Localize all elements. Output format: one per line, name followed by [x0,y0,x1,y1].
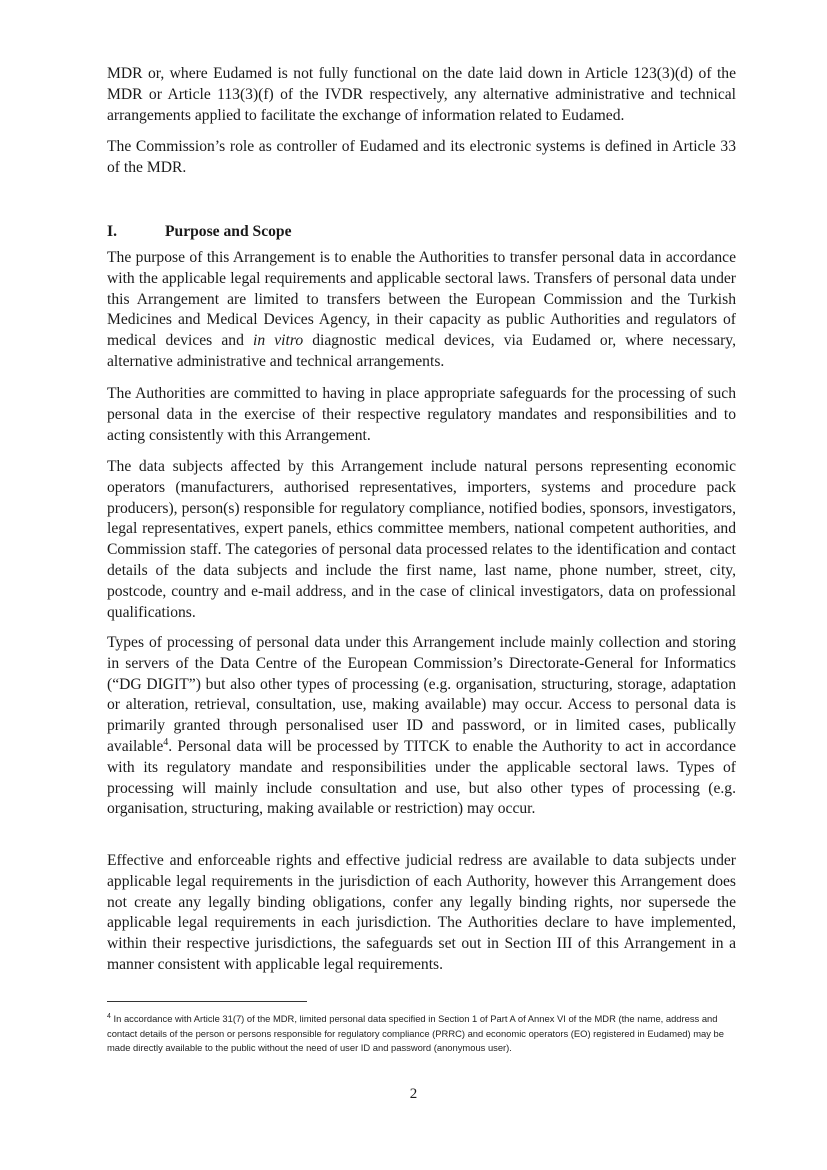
data-subjects-paragraph [107,457,736,623]
section-number: I. [107,223,117,240]
purpose-paragraph [107,248,736,373]
footnote-mark: 4 [107,1013,111,1020]
purpose-paragraph-text-end: diagnostic medical devices, via Eudamed or, where necessary, alternative administrative and technical arrangements. [107,332,736,370]
footnote-divider [107,1001,307,1002]
safeguards-paragraph-text: The Authorities are committed to having in place appropriate safeguards for the processing of such personal data in the exercise of their respective regulatory mandates and responsibilities and to acting consistently with this Arrangement. [107,385,736,444]
intro-paragraph-2-text: The Commission’s role as controller of Eudamed and its electronic systems is defined in Article 33 of the MDR. [107,138,736,176]
page-number: 2 [409,1086,418,1102]
processing-types-paragraph-text-start: Types of processing of personal data under this Arrangement include mainly collection and storing in servers of the Data Centre of the European Commission’s Directorate-General for Informatics (“DG DIGIT”) but also other types of processing (e.g. organisation, structuring, storage, adaptation or alteration, retrieval, consultation, use, making available) may occur. Access to personal data is primarily granted through personalised user ID and password, or in limited cases, publically available [107,634,736,755]
purpose-paragraph-italic: in vitro [253,332,304,350]
intro-paragraph-1 [107,64,736,126]
data-subjects-paragraph-text: The data subjects affected by this Arrangement include natural persons representing economic operators (manufacturers, authorised representatives, importers, systems and procedure pack producers), person(s) responsible for regulatory compliance, notified bodies, sponsors, investigators, legal representatives, expert panels, ethics committee members, national competent authorities, and Commission staff. The categories of personal data processed relates to the identification and contact details of the data subjects and include the first name, last name, phone number, street, city, postcode, country and e-mail address, and in the case of clinical investigators, data on professional qualifications. [107,458,736,621]
section-title: Purpose and Scope [165,223,292,240]
footnote [107,1010,736,1055]
rights-paragraph-text: Effective and enforceable rights and effective judicial redress are available to data subjects under applicable legal requirements in the jurisdiction of each Authority, however this Arrangement does not create any legally binding obligations, confer any legally binding rights, nor supersede the applicable legal requirements in each jurisdiction. The Authorities declare to have implemented, within their respective jurisdictions, the safeguards set out in Section III of this Arrangement in a manner consistent with applicable legal requirements. [107,852,736,973]
processing-types-paragraph-text-end: . Personal data will be processed by TITCK to enable the Authority to act in accordance with its regulatory mandate and responsibilities under the applicable sectoral laws. Types of processing will mainly include consultation and use, but also other types of processing (e.g. organisation, structuring, making available or restriction) may occur. [107,737,736,818]
intro-paragraph-2 [107,137,736,179]
purpose-paragraph-text-start: The purpose of this Arrangement is to enable the Authorities to transfer personal data in accordance with the applicable legal requirements and applicable sectoral laws. Transfers of personal data under this Arrangement are limited to transfers between the European Commission and the Turkish Medicines and Medical Devices Agency, in their capacity as public Authorities and regulators of medical devices and [107,249,736,350]
safeguards-paragraph [107,384,736,446]
intro-paragraph-1-text: MDR or, where Eudamed is not fully functional on the date laid down in Article 123(3)(d) of the MDR or Article 113(3)(f) of the IVDR respectively, any alternative administrative and technical arrangements applied to facilitate the exchange of information related to Eudamed. [107,65,736,124]
section-heading [107,223,292,241]
rights-paragraph [107,851,736,976]
footnote-text: In accordance with Article 31(7) of the MDR, limited personal data specified in Section 1 of Part A of Annex VI of the MDR (the name, address and contact details of the person or persons responsible for regulatory compliance (PRRC) and economic operators (EO) registered in Eudamed) may be made directly available to the public without the need of user ID and password (anonymous user). [107,1013,724,1053]
footnote-reference[interactable]: 4 [163,736,169,748]
processing-types-paragraph [107,633,736,820]
